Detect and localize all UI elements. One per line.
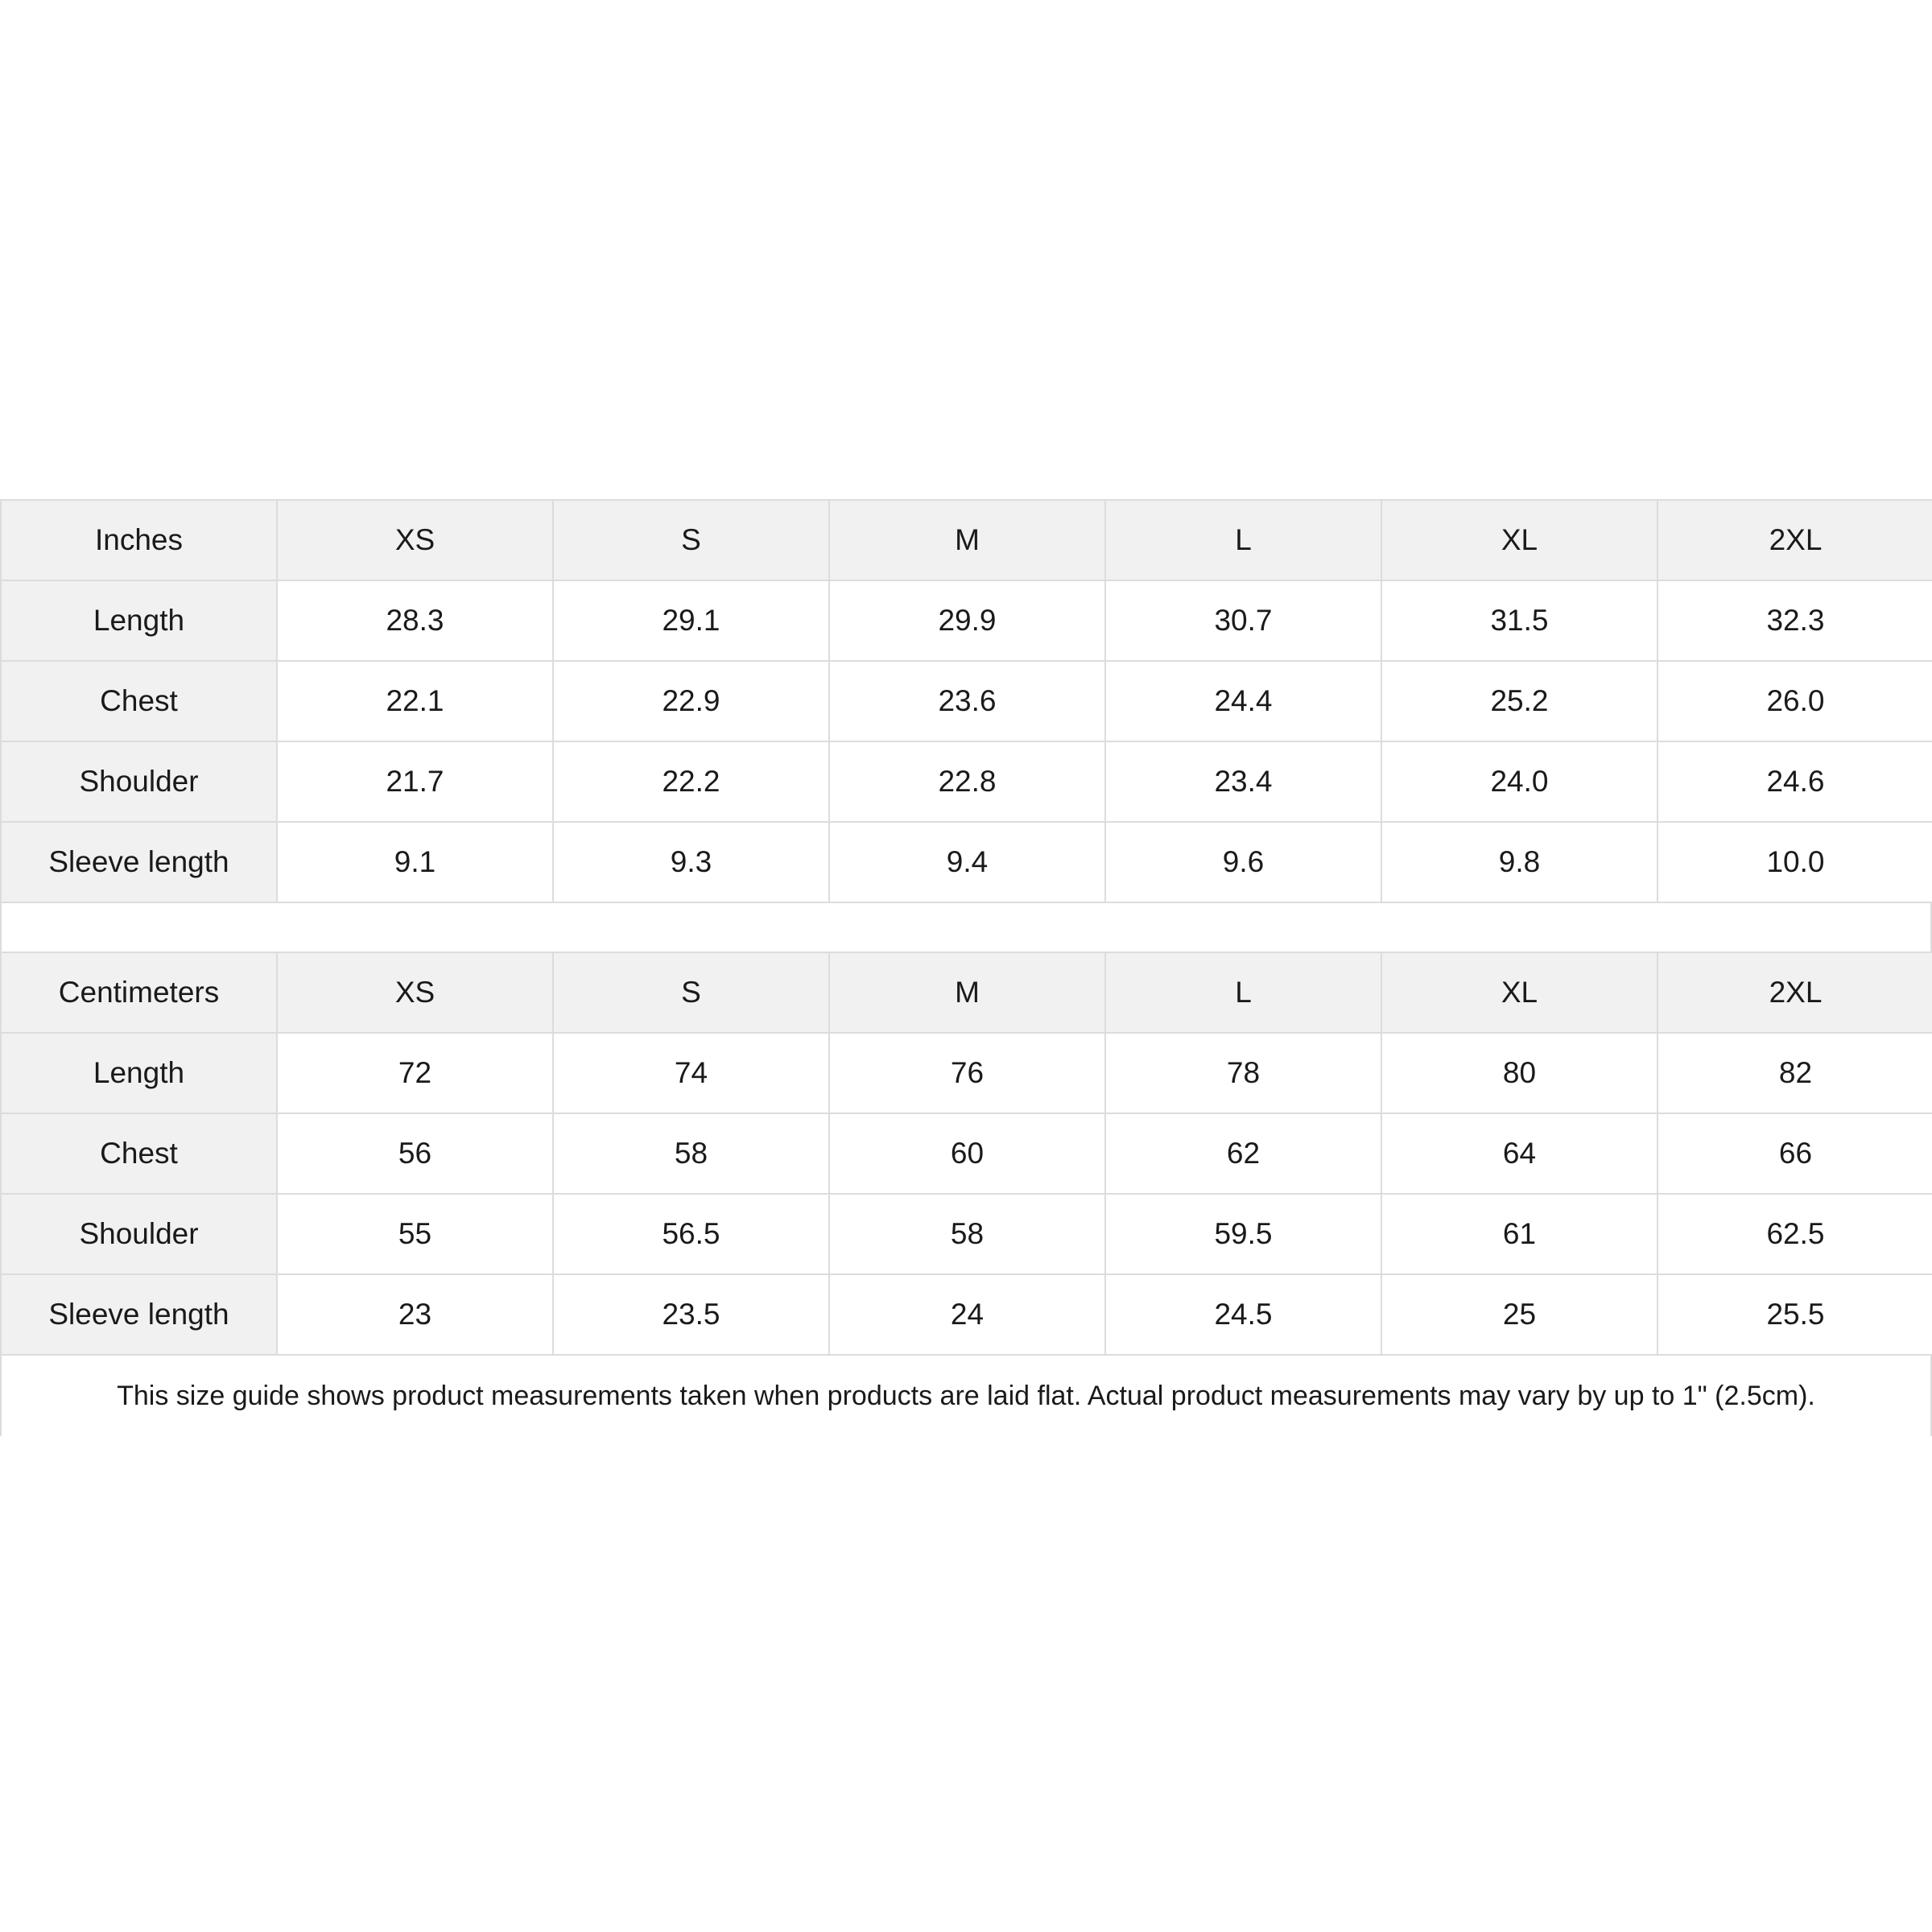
measurement-value: 62 [1105, 1113, 1381, 1194]
measurement-value: 9.3 [553, 822, 829, 902]
size-header: XS [277, 952, 553, 1033]
measurement-value: 22.8 [829, 741, 1105, 822]
measurement-value: 59.5 [1105, 1194, 1381, 1274]
size-header: XS [277, 500, 553, 580]
table-header-row [1, 952, 1932, 1033]
measurement-value: 82 [1657, 1033, 1932, 1113]
unit-label: Inches [1, 500, 277, 580]
table-spacer [0, 903, 1932, 952]
measurement-label: Shoulder [1, 741, 277, 822]
measurement-value: 22.9 [553, 661, 829, 741]
table-row [1, 661, 1932, 741]
measurement-label: Sleeve length [1, 822, 277, 902]
measurement-value: 58 [829, 1194, 1105, 1274]
measurement-label: Length [1, 580, 277, 661]
measurement-label: Sleeve length [1, 1274, 277, 1355]
measurement-value: 9.4 [829, 822, 1105, 902]
unit-label: Centimeters [1, 952, 277, 1033]
table-row [1, 741, 1932, 822]
size-header: XL [1381, 500, 1657, 580]
measurement-value: 9.6 [1105, 822, 1381, 902]
size-guide [0, 499, 1932, 1436]
size-header: 2XL [1657, 952, 1932, 1033]
measurement-value: 26.0 [1657, 661, 1932, 741]
measurement-value: 24 [829, 1274, 1105, 1355]
measurement-value: 72 [277, 1033, 553, 1113]
size-header: M [829, 952, 1105, 1033]
measurement-value: 24.4 [1105, 661, 1381, 741]
size-header: M [829, 500, 1105, 580]
measurement-value: 24.6 [1657, 741, 1932, 822]
table-header-row [1, 500, 1932, 580]
size-table-inches [0, 499, 1932, 903]
measurement-value: 56.5 [553, 1194, 829, 1274]
measurement-value: 23.6 [829, 661, 1105, 741]
measurement-label: Shoulder [1, 1194, 277, 1274]
measurement-label: Chest [1, 661, 277, 741]
measurement-label: Chest [1, 1113, 277, 1194]
measurement-value: 21.7 [277, 741, 553, 822]
table-row [1, 1113, 1932, 1194]
table-row [1, 1033, 1932, 1113]
measurement-value: 24.5 [1105, 1274, 1381, 1355]
measurement-value: 25 [1381, 1274, 1657, 1355]
size-header: L [1105, 952, 1381, 1033]
measurement-value: 29.9 [829, 580, 1105, 661]
measurement-value: 60 [829, 1113, 1105, 1194]
measurement-value: 76 [829, 1033, 1105, 1113]
measurement-value: 23.4 [1105, 741, 1381, 822]
measurement-value: 29.1 [553, 580, 829, 661]
measurement-value: 23 [277, 1274, 553, 1355]
measurement-value: 23.5 [553, 1274, 829, 1355]
measurement-value: 9.8 [1381, 822, 1657, 902]
size-header: L [1105, 500, 1381, 580]
table-row [1, 580, 1932, 661]
measurement-value: 22.1 [277, 661, 553, 741]
measurement-value: 25.5 [1657, 1274, 1932, 1355]
measurement-value: 30.7 [1105, 580, 1381, 661]
measurement-value: 62.5 [1657, 1194, 1932, 1274]
size-guide-note: This size guide shows product measurements taken when products are laid flat. Actual product measurements may vary by up to 1" (2.5cm). [0, 1356, 1932, 1436]
table-row [1, 822, 1932, 902]
size-header: S [553, 500, 829, 580]
measurement-value: 64 [1381, 1113, 1657, 1194]
measurement-value: 80 [1381, 1033, 1657, 1113]
measurement-value: 28.3 [277, 580, 553, 661]
measurement-label: Length [1, 1033, 277, 1113]
measurement-value: 78 [1105, 1033, 1381, 1113]
measurement-value: 61 [1381, 1194, 1657, 1274]
size-header: XL [1381, 952, 1657, 1033]
measurement-value: 24.0 [1381, 741, 1657, 822]
size-header: S [553, 952, 829, 1033]
table-row [1, 1274, 1932, 1355]
measurement-value: 31.5 [1381, 580, 1657, 661]
measurement-value: 74 [553, 1033, 829, 1113]
measurement-value: 10.0 [1657, 822, 1932, 902]
measurement-value: 25.2 [1381, 661, 1657, 741]
measurement-value: 32.3 [1657, 580, 1932, 661]
size-header: 2XL [1657, 500, 1932, 580]
measurement-value: 55 [277, 1194, 553, 1274]
measurement-value: 22.2 [553, 741, 829, 822]
measurement-value: 58 [553, 1113, 829, 1194]
table-row [1, 1194, 1932, 1274]
measurement-value: 56 [277, 1113, 553, 1194]
measurement-value: 9.1 [277, 822, 553, 902]
size-table-centimeters [0, 952, 1932, 1356]
measurement-value: 66 [1657, 1113, 1932, 1194]
